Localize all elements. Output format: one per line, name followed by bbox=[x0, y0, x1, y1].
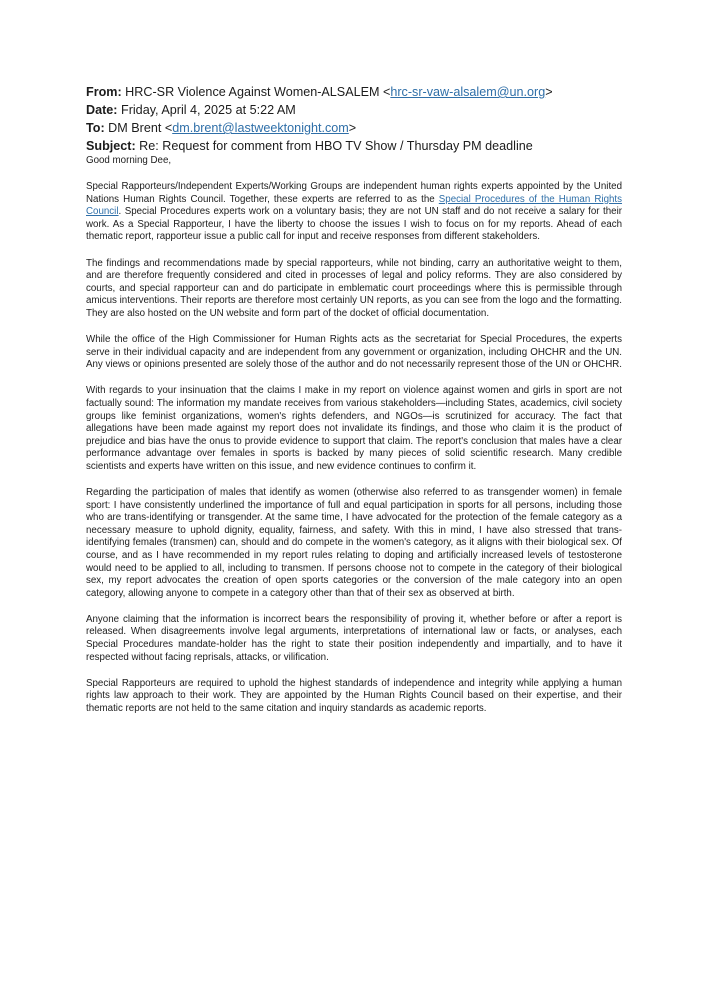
paragraph-1-text-a: Special Rapporteurs/Independent Experts/Working Groups are independent human rights experts appointed by the United Nations Human Rights Council. Together, these experts are referred to as the bbox=[86, 181, 622, 205]
from-label: From: bbox=[86, 85, 122, 99]
special-procedures-link[interactable]: Special Procedures of the Human Rights Council bbox=[86, 193, 622, 218]
from-line bbox=[86, 83, 622, 101]
from-name: HRC-SR Violence Against Women-ALSALEM < bbox=[121, 85, 391, 99]
to-name: DM Brent < bbox=[104, 121, 173, 135]
greeting: Good morning Dee, bbox=[86, 155, 172, 166]
to-label: To: bbox=[86, 121, 105, 135]
subject-line bbox=[86, 137, 622, 155]
paragraph-5: Regarding the participation of males that identify as women (otherwise also referred to as transgender women) in female sport: I have consistently underlined the importance of full and equal participation in sports for all persons, including those who are trans-identifying or transgender. At the same time, I have advocated for the protection of the female category as a necessary measure to uphold dignity, equality, fairness, and safety. With this in mind, I have also stressed that trans-identifying females (transmen) can, should and do compete in the women's category, as it aligns with their biological sex. Of course, and as I have recommended in my report rules relating to doping and artificially increased levels of testosterone would need to be applied to all, including to transmen. If persons choose not to compete in the category of their biological sex, my report advocates the creation of open sports categories or the conversion of the male category into an open category, allowing anyone to compete in a category other than that of their sex as observed at birth. bbox=[86, 486, 622, 599]
subject-label: Subject: bbox=[86, 139, 136, 153]
paragraph-6: Anyone claiming that the information is incorrect bears the responsibility of proving it, whether before or after a report is released. When disagreements involve legal arguments, interpretations of international law or facts, or analyses, each Special Procedures mandate-holder has the right to state their position independently and impartially, and to have it respected without facing reprisals, attacks, or vilification. bbox=[86, 613, 622, 663]
date-value: Friday, April 4, 2025 at 5:22 AM bbox=[117, 103, 296, 117]
to-email-link[interactable]: dm.brent@lastweektonight.com bbox=[172, 121, 349, 135]
to-line bbox=[86, 119, 622, 137]
paragraph-7: Special Rapporteurs are required to uphold the highest standards of independence and integrity while applying a human rights law approach to their work. They are appointed by the Human Rights Council based on their expertise, and their thematic reports are not held to the same citation and inquiry standards as academic reports. bbox=[86, 677, 622, 714]
from-email-link[interactable]: hrc-sr-vaw-alsalem@un.org bbox=[390, 85, 546, 99]
email-body bbox=[86, 155, 622, 715]
date-label: Date: bbox=[86, 103, 118, 117]
paragraph-3: While the office of the High Commissioner for Human Rights acts as the secretariat for Special Procedures, the experts serve in their individual capacity and are independent from any government or organization, including OHCHR and the UN. Any views or opinions presented are solely those of the author and do not necessarily represent those of the UN or OHCHR. bbox=[86, 334, 622, 371]
paragraph-1-text-b: . Special Procedures experts work on a voluntary basis; they are not UN staff and do not receive a salary for their work. As a Special Rapporteur, I have the liberty to choose the issues I wish to focus on for my reports. Ahead of each thematic report, rapporteur issue a public call for input and receive responses from different stakeholders. bbox=[86, 206, 622, 243]
subject-value: Re: Request for comment from HBO TV Show / Thursday PM deadline bbox=[135, 139, 533, 153]
paragraph-4: With regards to your insinuation that the claims I make in my report on violence against women and girls in sport are not factually sound: The information my mandate receives from various stakeholders—including States, academics, civil society groups like feminist organizations, women's rights defenders, and NGOs—is scrutinized for accuracy. The fact that allegations have been made against my report does not invalidate its findings, and those who claim it is the product of prejudice and bias have the onus to provide evidence to support that claim. The report's conclusion that males have a clear performance advantage over females in sports is backed by many pieces of solid scientific research. Many credible scientists and experts have written on this issue, and new evidence continues to confirm it. bbox=[86, 385, 622, 472]
to-close: > bbox=[348, 121, 357, 135]
email-document bbox=[86, 83, 622, 715]
paragraph-2: The findings and recommendations made by special rapporteurs, while not binding, carry an authoritative weight to them, and are therefore frequently considered and cited in processes of legal and policy reforms. They are also considered by courts, and special rapporteur can and do participate in emblematic court proceedings where this is permissible through amicus interventions. Their reports are therefore most certainly UN reports, as you can see from the logo and the formatting. They are also hosted on the UN website and form part of the docket of official documentation. bbox=[86, 257, 622, 319]
from-close: > bbox=[545, 85, 553, 99]
date-line bbox=[86, 101, 622, 119]
paragraph-1 bbox=[86, 181, 622, 244]
